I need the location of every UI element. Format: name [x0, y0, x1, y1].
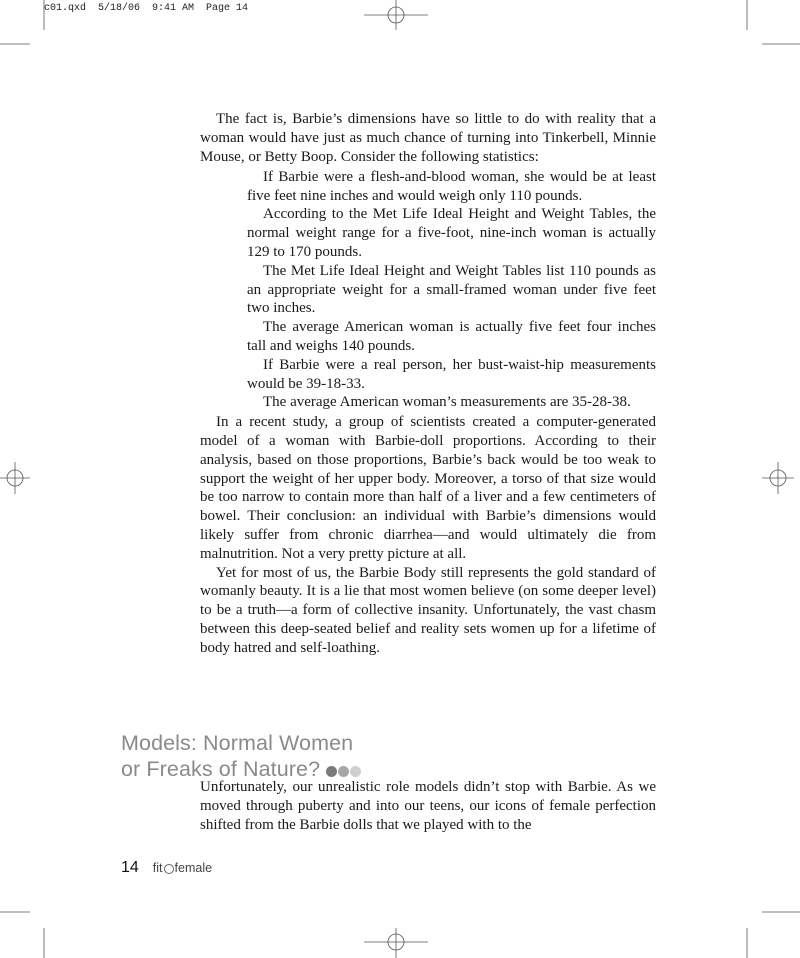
- study-paragraph: In a recent study, a group of scientists created a computer-generated model of a woman with Barbie-doll proportions. According to their analysis, based on those proportions, Barbie’s back would be too weak to support the weight of her upper body. Moreover, a torso of that size would be too narrow to contain more than half of a liver and a few centimeters of bowel. Their conclusion: an individual with Barbie’s dimensions would likely suffer from chronic diarrhea—and would ultimately die from malnutrition. Not a very pretty picture at all.: [200, 414, 656, 562]
- slug-line: c01.qxd 5/18/06 9:41 AM Page 14: [44, 3, 249, 14]
- statistic-item: If Barbie were a flesh-and-blood woman, she would be at least five feet nine inches and would weigh only 110 pounds.: [247, 168, 656, 204]
- registration-mark-left: [0, 462, 30, 494]
- page-number: 14: [121, 859, 139, 876]
- intro-paragraph: The fact is, Barbie’s dimensions have so little to do with reality that a woman would have just as much chance of turning into Tinkerbell, Minnie Mouse, or Betty Boop. Consider the following statistics:: [200, 111, 656, 165]
- registration-mark-right: [762, 462, 794, 494]
- registration-mark-bottom: [364, 928, 428, 958]
- book-brand: [153, 861, 212, 875]
- section-text: [200, 778, 656, 834]
- statistic-item: The Met Life Ideal Height and Weight Tables list 110 pounds as an appropriate weight for a small-framed woman under five feet two inches.: [247, 262, 656, 317]
- brand-right-text: female: [174, 861, 213, 875]
- registration-mark-top: [364, 0, 428, 30]
- brand-left-text: fit: [152, 861, 163, 875]
- dot-icon: [350, 766, 361, 777]
- dot-icon: [326, 766, 337, 777]
- statistic-item: The average American woman is actually five feet four inches tall and weighs 140 pounds.: [247, 319, 656, 355]
- main-text: [200, 110, 656, 658]
- statistic-item: If Barbie were a real person, her bust-waist-hip measurements would be 39-18-33.: [247, 356, 656, 392]
- gold-standard-paragraph: Yet for most of us, the Barbie Body still represents the gold standard of womanly beauty. It is a lie that most women believe (on some deeper level) to be a truth—a form of collective insanity. Unfortunately, the vast chasm between this deep-seated belief and reality sets women up for a lifetime of body hatred and self-loathing.: [200, 564, 656, 656]
- section-heading-line-2-text: or Freaks of Nature?: [121, 756, 321, 781]
- dot-icon: [338, 766, 349, 777]
- section-heading-line-1: Models: Normal Women: [121, 730, 354, 755]
- statistics-list: [200, 168, 656, 412]
- circle-logo-icon: [164, 864, 174, 874]
- section-paragraph: Unfortunately, our unrealistic role models didn’t stop with Barbie. As we moved through puberty and into our teens, our icons of female perfection shifted from the Barbie dolls that we played with to the: [200, 779, 656, 833]
- statistic-item: The average American woman’s measurements are 35-28-38.: [263, 394, 631, 411]
- section-heading: [121, 730, 421, 783]
- statistic-item: According to the Met Life Ideal Height and Weight Tables, the normal weight range for a five-foot, nine-inch woman is actually 129 to 170 pounds.: [247, 206, 656, 261]
- page-footer: [121, 859, 212, 877]
